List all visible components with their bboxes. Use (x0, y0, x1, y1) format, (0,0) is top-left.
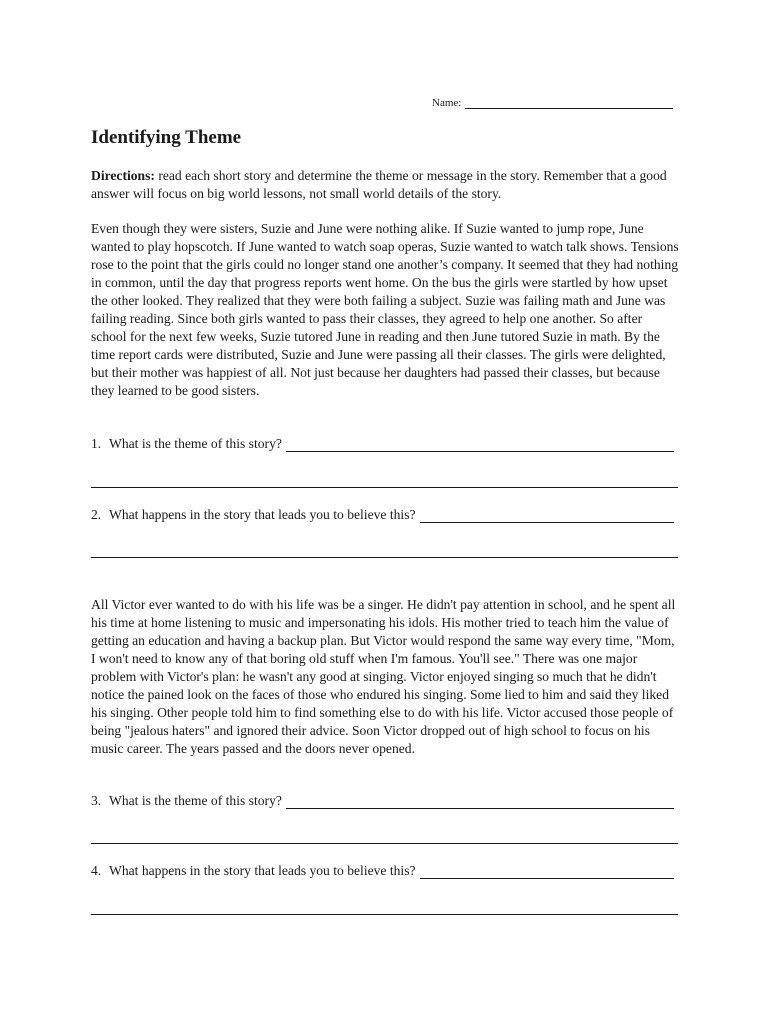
question-4 (91, 863, 678, 879)
question-4-answer-line (91, 914, 678, 915)
question-2-answer-line (91, 557, 678, 558)
question-number: 3. (91, 793, 102, 808)
question-1-answer-line (91, 487, 678, 488)
question-text: What is the theme of this story? (109, 436, 282, 451)
question-text: What happens in the story that leads you to believe this? (109, 507, 416, 522)
question-3-answer-blank (286, 796, 674, 809)
question-text: What is the theme of this story? (109, 793, 282, 808)
directions-label: Directions: (91, 168, 155, 183)
story-1-text: Even though they were sisters, Suzie and June were nothing alike. If Suzie wanted to jump rope, June wanted to play hopscotch. If June wanted to watch soap operas, Suzie wanted to watch talk shows. Tensions rose to the point that the girls could no longer stand one another’s company. It seemed that they had nothing in common, until the day that progress reports went home. On the bus the girls were startled by how upset the other looked. They realized that they were both failing a subject. Suzie was failing math and June was failing reading. Since both girls wanted to pass their classes, they agreed to help one another. So after school for the next few weeks, Suzie tutored June in reading and then June tutored Suzie in math. By the time report cards were distributed, Suzie and June were passing all their classes. The girls were delighted, but their mother was happiest of all. Not just because her daughters had passed their classes, but because they learned to be good sisters. (91, 221, 679, 398)
question-number: 4. (91, 863, 102, 878)
story-2-text: All Victor ever wanted to do with his life was be a singer. He didn't pay attention in school, and he spent all his time at home listening to music and impersonating his idols. His mother tried to teach him the value of getting an education and having a backup plan. But Victor would respond the same way every time, "Mom, I won't need to know any of that boring old stuff when I'm famous. You'll see." There was one major problem with Victor's plan: he wasn't any good at singing. Victor enjoyed singing so much that he didn't notice the pained look on the faces of those who endured his singing. Some lied to him and said they liked his singing. Other people told him to find something else to do with his life. Victor accused those people of being "jealous haters" and ignored their advice. Soon Victor dropped out of high school to focus on his music career. The years passed and the doors never opened. (91, 597, 676, 756)
question-number: 1. (91, 436, 102, 451)
question-1-answer-blank (286, 439, 674, 452)
question-3-answer-line (91, 843, 678, 844)
question-2-answer-blank (420, 510, 674, 523)
question-2 (91, 507, 678, 523)
question-number: 2. (91, 507, 102, 522)
name-field-row (432, 96, 673, 109)
page-title: Identifying Theme (91, 127, 242, 148)
question-1 (91, 436, 678, 452)
question-3 (91, 793, 678, 809)
name-blank-line (465, 96, 673, 109)
question-4-answer-blank (420, 866, 674, 879)
directions-paragraph (91, 167, 681, 203)
directions-text: read each short story and determine the theme or message in the story. Remember that a good answer will focus on big world lessons, not small world details of the story. (91, 168, 667, 201)
question-text: What happens in the story that leads you to believe this? (109, 863, 416, 878)
name-label: Name: (432, 97, 462, 109)
